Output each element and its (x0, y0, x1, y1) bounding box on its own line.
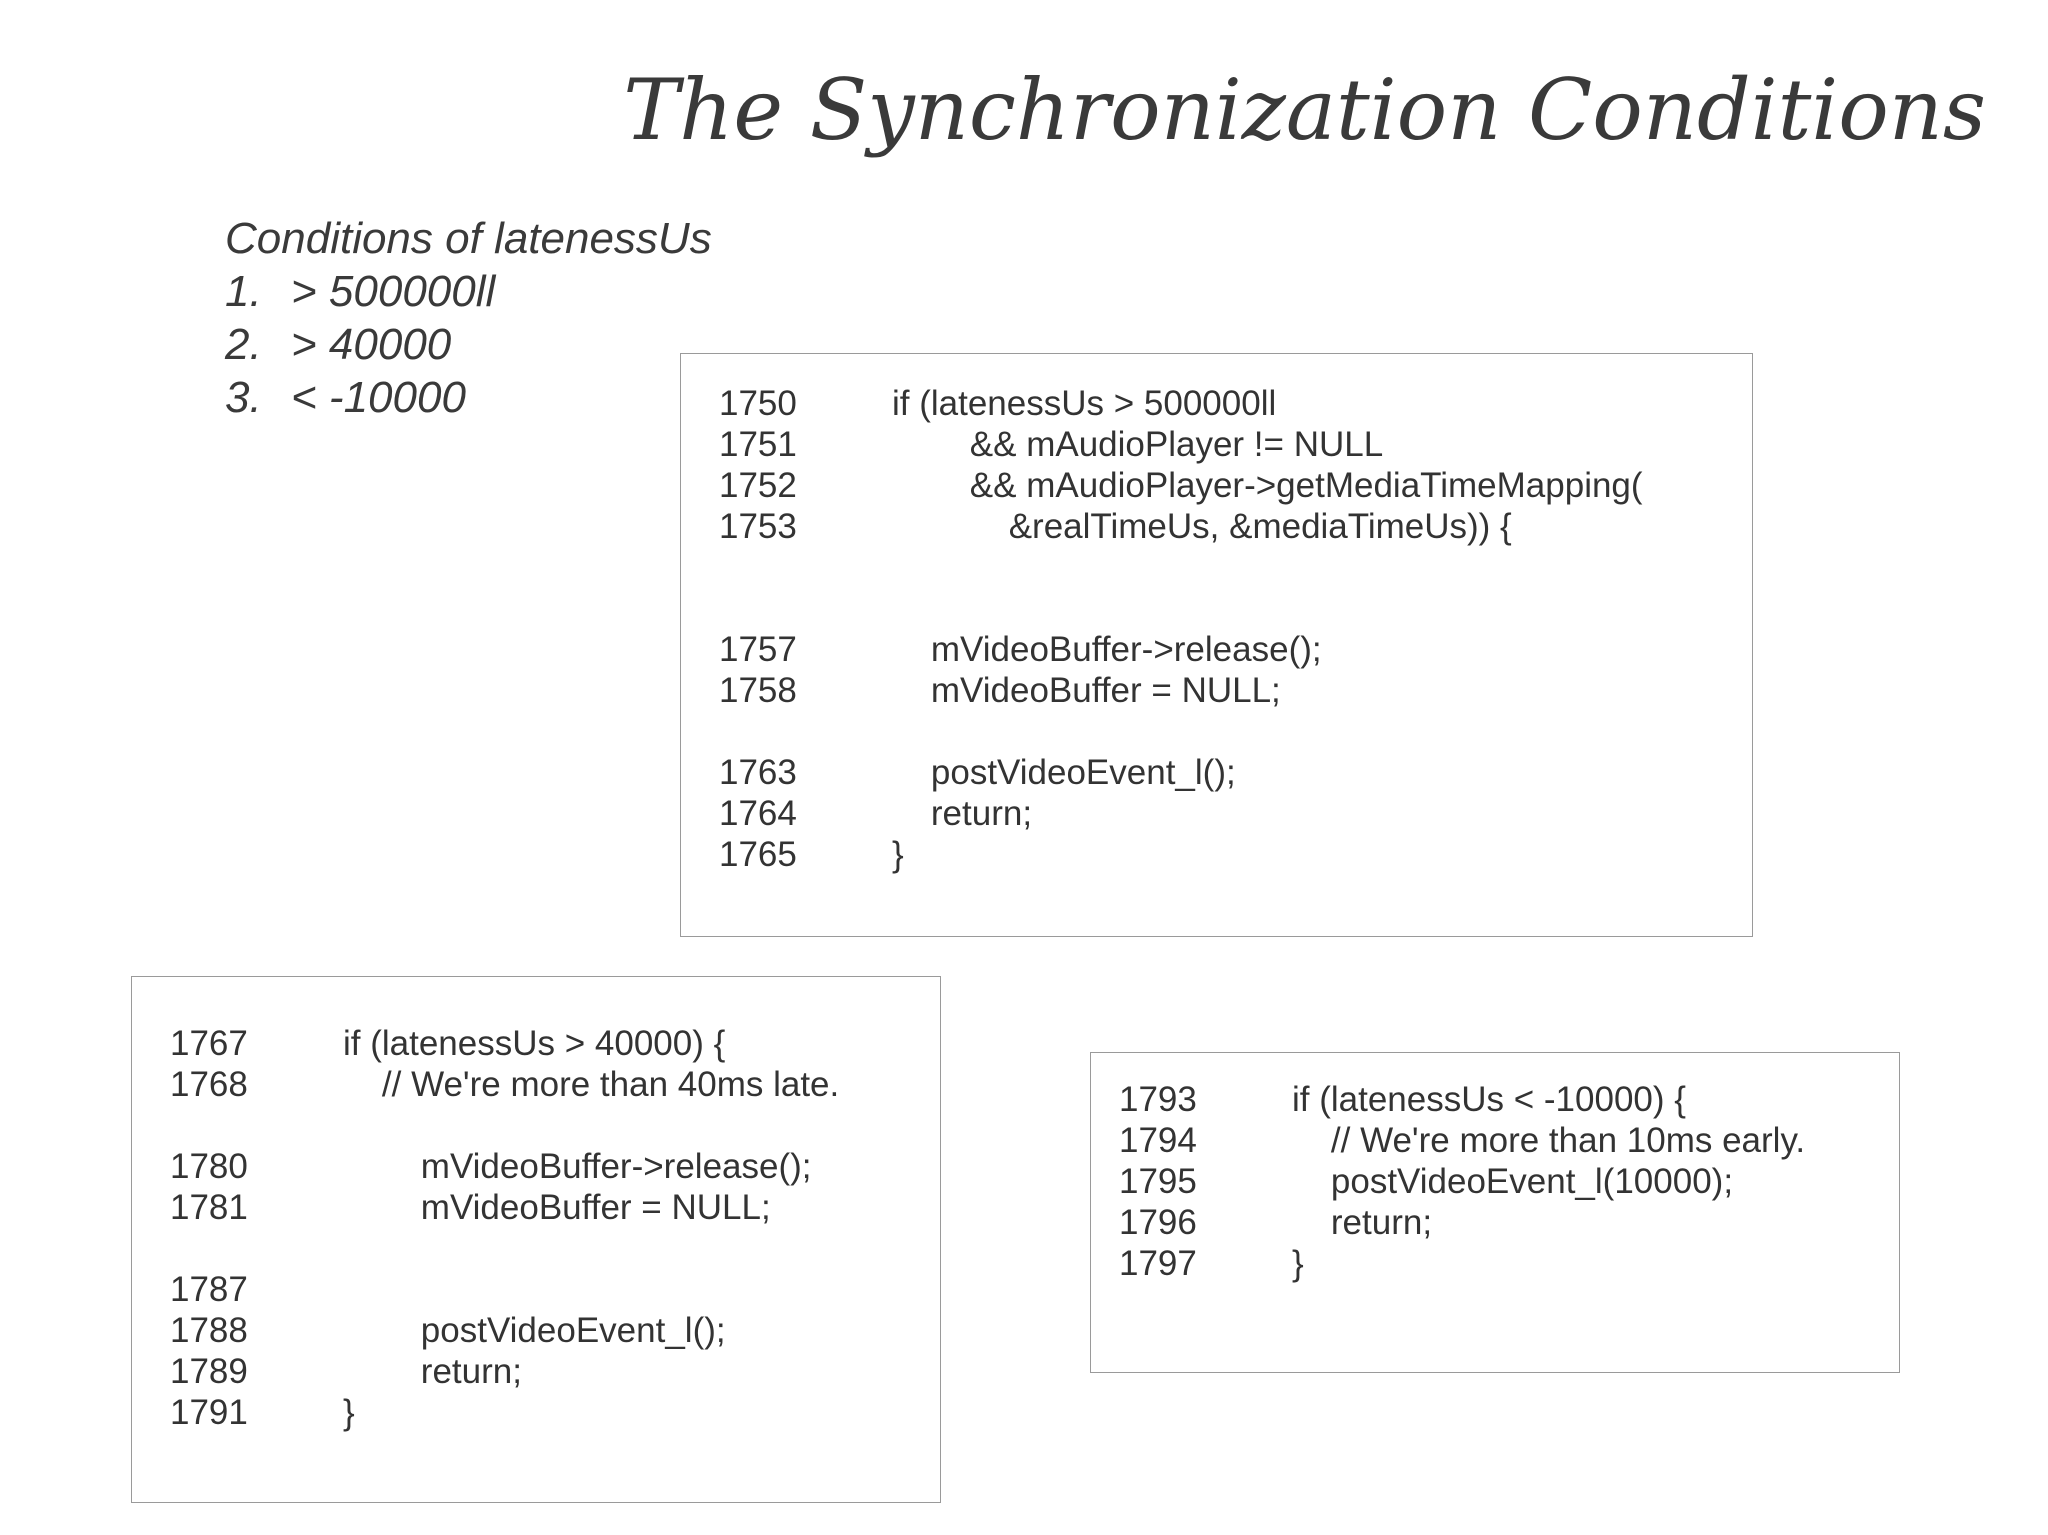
code-line (719, 629, 1643, 670)
line-number: 1781 (170, 1188, 248, 1227)
code-line (719, 506, 1643, 547)
conditions-heading: Conditions of latenessUs (225, 214, 712, 263)
line-number: 1765 (719, 835, 797, 874)
line-number: 1787 (170, 1270, 248, 1309)
code-text: // We're more than 10ms early. (1292, 1121, 1806, 1160)
condition-text: < -10000 (291, 373, 466, 422)
condition-number: 3. (225, 373, 262, 422)
code-text: return; (892, 794, 1033, 833)
code-line (170, 1392, 839, 1433)
line-number: 1797 (1119, 1244, 1197, 1283)
code-box-late-500ms (680, 353, 1753, 937)
code-line (719, 670, 1643, 711)
line-number: 1796 (1119, 1203, 1197, 1242)
line-number: 1764 (719, 794, 797, 833)
code-text: if (latenessUs < -10000) { (1292, 1080, 1686, 1119)
code-line (719, 424, 1643, 465)
line-number: 1767 (170, 1024, 248, 1063)
line-number: 1793 (1119, 1080, 1197, 1119)
code-text: if (latenessUs > 500000ll (892, 384, 1277, 423)
code-line (170, 1310, 839, 1351)
code-line (1119, 1079, 1805, 1120)
line-number: 1751 (719, 425, 797, 464)
slide-title: The Synchronization Conditions (623, 61, 1986, 159)
code-text: if (latenessUs > 40000) { (343, 1024, 726, 1063)
code-line (1119, 1120, 1805, 1161)
condition-number: 2. (225, 320, 262, 369)
code-line (719, 383, 1643, 424)
code-lines (1119, 1079, 1805, 1284)
code-line (1119, 1243, 1805, 1284)
line-number: 1768 (170, 1065, 248, 1104)
code-line (170, 1351, 839, 1392)
condition-item (225, 265, 712, 318)
code-text: && mAudioPlayer != NULL (892, 425, 1384, 464)
line-number: 1789 (170, 1352, 248, 1391)
line-number: 1795 (1119, 1162, 1197, 1201)
code-line (170, 1023, 839, 1064)
code-line (719, 752, 1643, 793)
line-number: 1750 (719, 384, 797, 423)
code-text: } (343, 1393, 355, 1432)
code-box-late-40ms (131, 976, 941, 1503)
line-number: 1791 (170, 1393, 248, 1432)
code-text: } (892, 835, 904, 874)
line-number: 1758 (719, 671, 797, 710)
code-text: && mAudioPlayer->getMediaTimeMapping( (892, 466, 1643, 505)
code-text: &realTimeUs, &mediaTimeUs)) { (892, 507, 1512, 546)
code-line (719, 834, 1643, 875)
code-text: return; (1292, 1203, 1433, 1242)
code-lines (719, 383, 1643, 875)
code-line (719, 793, 1643, 834)
line-number: 1794 (1119, 1121, 1197, 1160)
code-line (719, 465, 1643, 506)
code-text: mVideoBuffer = NULL; (343, 1188, 771, 1227)
line-number: 1753 (719, 507, 797, 546)
code-text: // We're more than 40ms late. (343, 1065, 840, 1104)
line-number: 1757 (719, 630, 797, 669)
code-line (170, 1187, 839, 1228)
code-box-early-10ms (1090, 1052, 1900, 1373)
code-line (1119, 1161, 1805, 1202)
code-lines (170, 1023, 839, 1433)
condition-text: > 40000 (291, 320, 452, 369)
code-line (170, 1064, 839, 1105)
line-number: 1763 (719, 753, 797, 792)
code-line (170, 1146, 839, 1187)
code-text: postVideoEvent_l(10000); (1292, 1162, 1734, 1201)
condition-text: > 500000ll (291, 267, 496, 316)
code-line (1119, 1202, 1805, 1243)
condition-number: 1. (225, 267, 262, 316)
conditions-list (225, 212, 712, 424)
code-line (170, 1269, 839, 1310)
code-text: } (1292, 1244, 1304, 1283)
code-text: postVideoEvent_l(); (892, 753, 1236, 792)
line-number: 1752 (719, 466, 797, 505)
code-text: return; (343, 1352, 522, 1391)
code-text: mVideoBuffer = NULL; (892, 671, 1281, 710)
condition-item (225, 371, 712, 424)
code-text: mVideoBuffer->release(); (343, 1147, 812, 1186)
condition-item (225, 318, 712, 371)
code-text: mVideoBuffer->release(); (892, 630, 1322, 669)
line-number: 1780 (170, 1147, 248, 1186)
line-number: 1788 (170, 1311, 248, 1350)
code-text: postVideoEvent_l(); (343, 1311, 726, 1350)
